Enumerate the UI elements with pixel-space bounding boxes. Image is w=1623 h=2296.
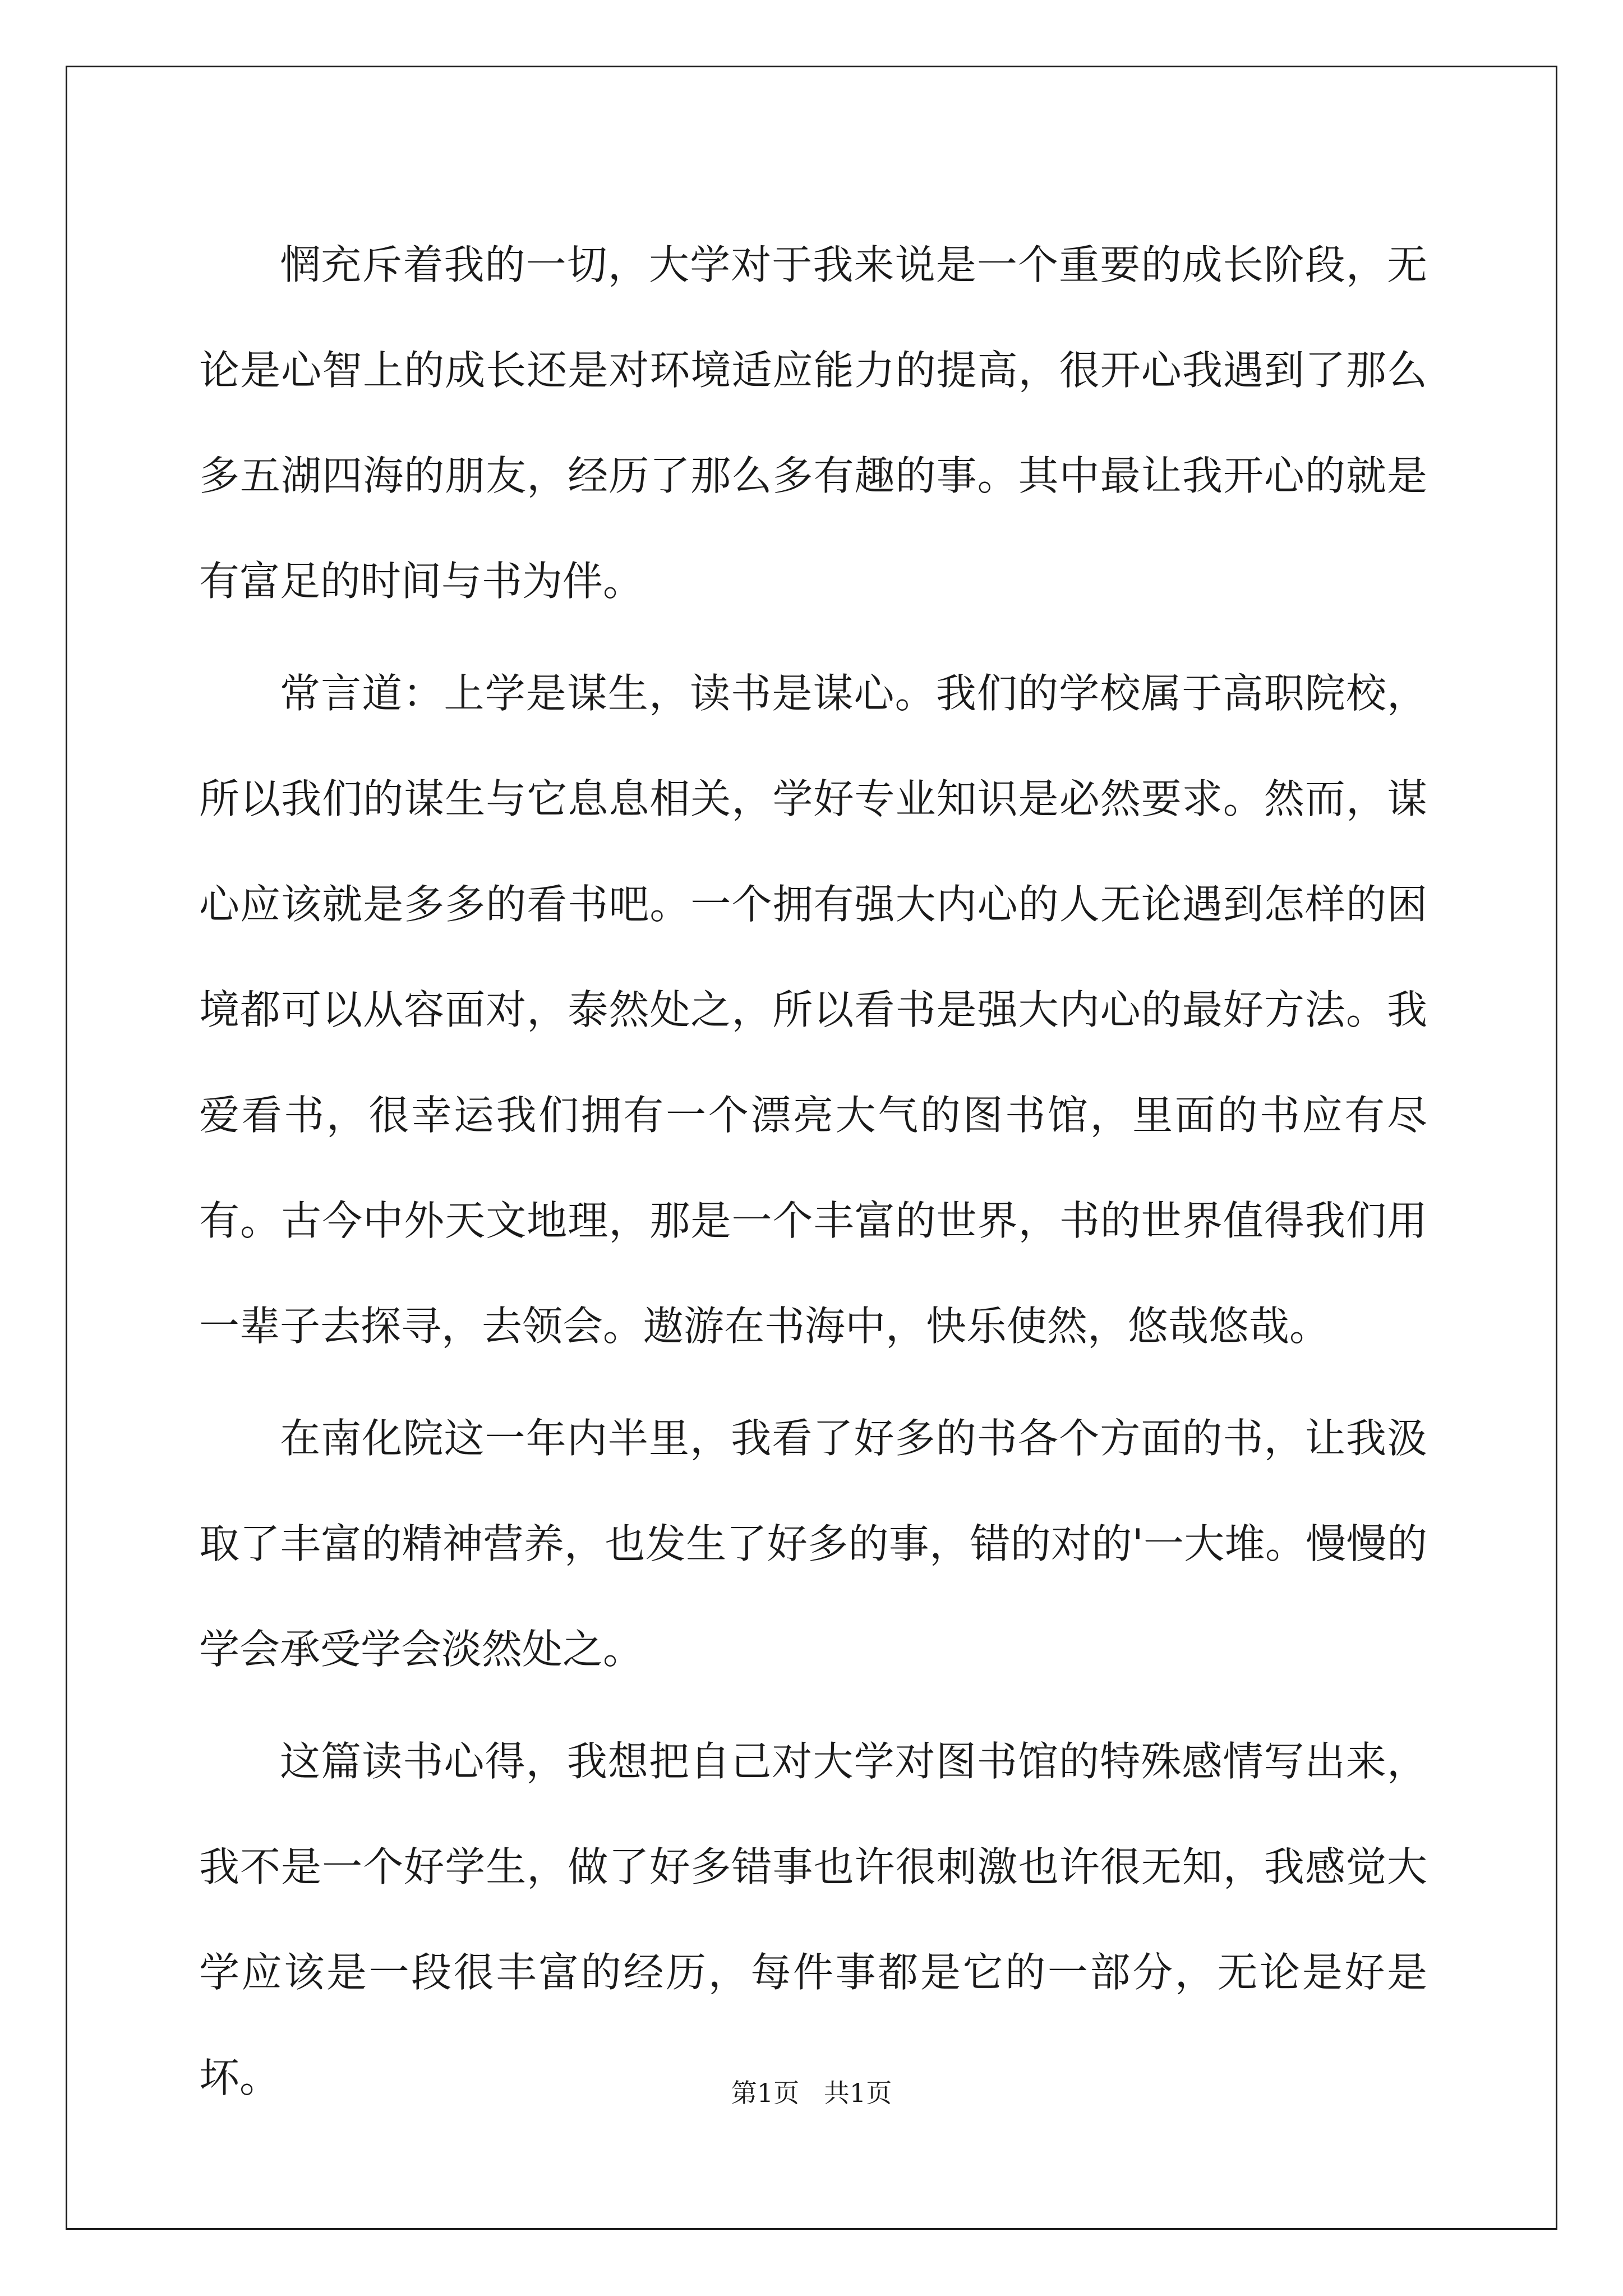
paragraph-2: 常言道：上学是谋生，读书是谋心。我们的学校属于高职院校，所以我们的谋生与它息息相关，学好专业知识是必然要求。然而，谋心应该就是多多的看书吧。一个拥有强大内心的人无论遇到怎样的困境都可以从容面对，泰然处之，所以看书是强大内心的最好方法。我爱看书，很幸运我们拥有一个漂亮大气的图书馆，里面的书应有尽有。古今中外天文地理，那是一个丰富的世界，书的世界值得我们用一辈子去探寻，去领会。遨游在书海中，快乐使然，悠哉悠哉。 — [199, 670, 1427, 1350]
paragraph-4: 这篇读书心得，我想把自己对大学对图书馆的特殊感情写出来，我不是一个好学生，做了好多错事也许很刺激也许很无知，我感觉大学应该是一段很丰富的经历，每件事都是它的一部分，无论是好是坏。 — [199, 1738, 1427, 2101]
page-number: 第1页 共1页 — [731, 2078, 892, 2108]
paragraph-3: 在南化院这一年内半里，我看了好多的书各个方面的书，让我汲取了丰富的精神营养，也发生了好多的事，错的对的'一大堆。慢慢的学会承受学会淡然处之。 — [199, 1415, 1427, 1673]
document-body — [199, 212, 1427, 2137]
paragraph-1: 惘充斥着我的一切，大学对于我来说是一个重要的成长阶段，无论是心智上的成长还是对环境适应能力的提高，很开心我遇到了那么多五湖四海的朋友，经历了那么多有趣的事。其中最让我开心的就是有富足的时间与书为伴。 — [199, 241, 1427, 605]
